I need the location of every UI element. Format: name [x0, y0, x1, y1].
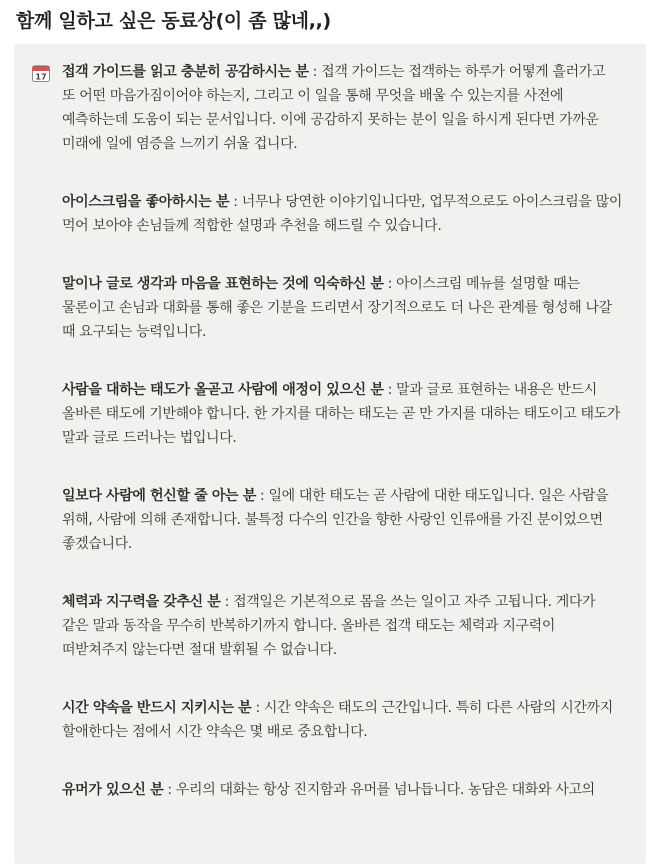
item-title: 유머가 있으신 분 — [62, 782, 164, 798]
item-text: : 말과 글로 표현하는 내용은 반드시 올바른 태도에 기반해야 합니다. 한 가지를 대하는 태도는 곧 만 가지를 대하는 태도이고 태도가 말과 글로 드러나는 법입니다. — [62, 382, 621, 446]
list-item — [62, 60, 622, 156]
item-text: : 접객 가이드는 접객하는 하루가 어떻게 흘러가고 또 어떤 마음가짐이어야 하는지, 그리고 이 일을 통해 무엇을 배울 수 있는지를 사전에 예측하는데 도움이 되는 문서입니다. 이에 공감하지 못하는 분이 일을 하시게 된다면 가까운 미래에 일에 염증을 느끼기 쉬울 겁니다. — [62, 64, 606, 152]
item-title: 일보다 사람에 헌신할 줄 아는 분 — [62, 488, 256, 504]
list-item — [62, 696, 622, 744]
list-item — [62, 378, 622, 450]
item-text: : 우리의 대화는 항상 진지함과 유머를 넘나듭니다. 농담은 대화와 사고의 — [163, 782, 595, 798]
item-title: 체력과 지구력을 갖추신 분 — [62, 594, 221, 610]
item-title: 아이스크림을 좋아하시는 분 — [62, 194, 230, 210]
item-text: : 아이스크림 메뉴를 설명할 때는 물론이고 손님과 대화를 통해 좋은 기분을 드리면서 장기적으로도 더 나은 관계를 형성해 나갈 때 요구되는 능력입니다. — [62, 276, 612, 340]
item-title: 시간 약속을 반드시 지키시는 분 — [62, 700, 252, 716]
list-item — [62, 484, 622, 556]
page-title: 함께 일하고 싶은 동료상(이 좀 많네,,) — [16, 10, 331, 32]
list-item — [62, 590, 622, 662]
item-text: : 일에 대한 태도는 곧 사람에 대한 태도입니다. 일은 사람을 위해, 사람에 의해 존재합니다. 불특정 다수의 인간을 향한 사랑인 인류애를 가진 분이었으면 좋겠습니다. — [62, 488, 609, 552]
item-text: : 접객일은 기본적으로 몸을 쓰는 일이고 자주 고됩니다. 게다가 같은 말과 동작을 무수히 반복하기까지 합니다. 올바른 접객 태도는 체력과 지구력이 떠받쳐주지 않는다면 절대 발휘될 수 없습니다. — [62, 594, 596, 658]
item-title: 말이나 글로 생각과 마음을 표현하는 것에 익숙하신 분 — [62, 276, 384, 292]
callout-block — [14, 44, 646, 864]
calendar-date-text: 17 — [35, 72, 47, 82]
calendar-icon[interactable] — [31, 63, 51, 83]
callout-body — [62, 60, 622, 802]
item-text: : 너무나 당연한 이야기입니다만, 업무적으로도 아이스크림을 많이 먹어 보아야 손님들께 적합한 설명과 추천을 해드릴 수 있습니다. — [62, 194, 623, 234]
item-title: 접객 가이드를 읽고 충분히 공감하시는 분 — [62, 64, 309, 80]
item-title: 사람을 대하는 태도가 올곧고 사람에 애정이 있으신 분 — [62, 382, 384, 398]
list-item — [62, 190, 622, 238]
list-item — [62, 778, 622, 802]
item-text: : 시간 약속은 태도의 근간입니다. 특히 다른 사람의 시간까지 할애한다는 점에서 시간 약속은 몇 배로 중요합니다. — [62, 700, 613, 740]
list-item — [62, 272, 622, 344]
